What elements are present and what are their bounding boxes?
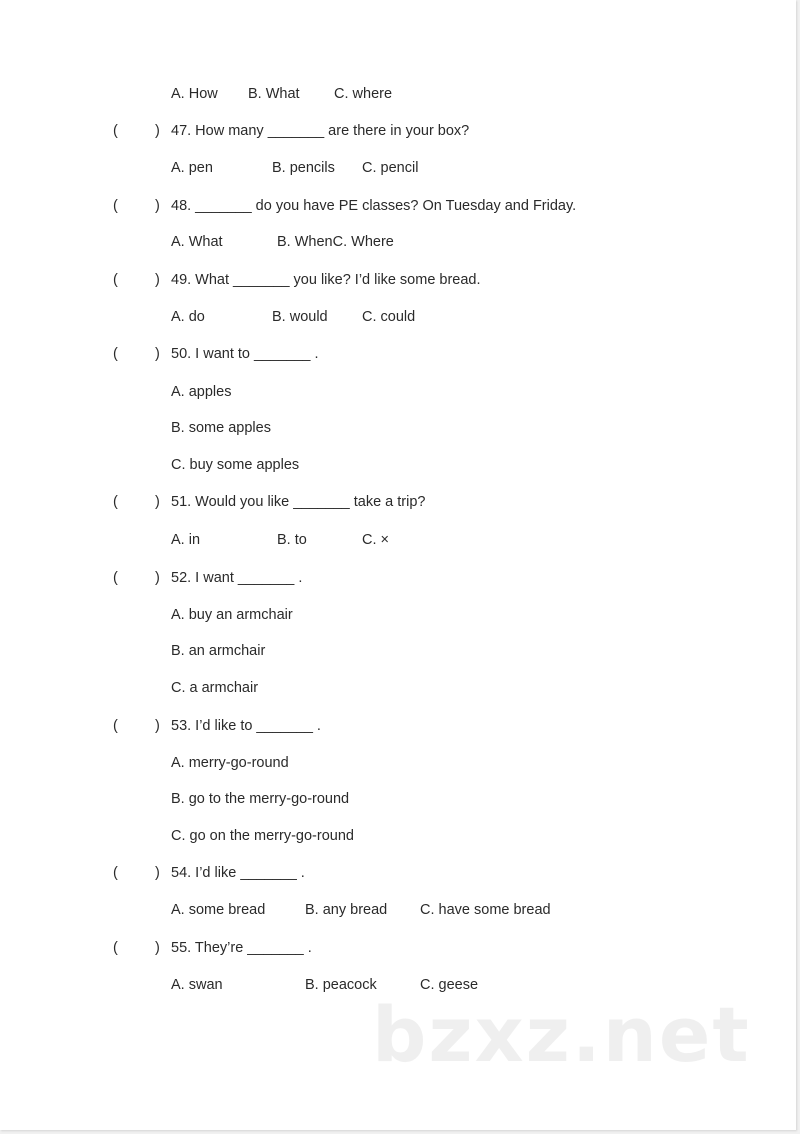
option-a: A. in — [171, 532, 201, 548]
answer-paren-close: ) — [155, 346, 160, 362]
answer-paren-close: ) — [155, 123, 160, 139]
answer-paren-open: ( — [113, 494, 118, 510]
option-a: A. pen — [171, 160, 213, 176]
option-b: B. pencils — [272, 160, 335, 176]
option-c: C. buy some apples — [171, 457, 300, 473]
option-c: C. where — [334, 86, 393, 102]
watermark-text: bzxz.net — [372, 990, 751, 1079]
question-text: 52. I want _______ . — [171, 570, 303, 586]
option-a: A. merry-go-round — [171, 755, 289, 771]
answer-paren-open: ( — [113, 865, 118, 881]
option-b: B. What — [248, 86, 300, 102]
answer-paren-close: ) — [155, 272, 160, 288]
question-text: 51. Would you like _______ take a trip? — [171, 494, 426, 510]
answer-paren-open: ( — [113, 570, 118, 586]
option-c: C. have some bread — [420, 902, 551, 918]
answer-paren-open: ( — [113, 718, 118, 734]
answer-paren-open: ( — [113, 123, 118, 139]
option-b: B. WhenC. Where — [277, 234, 394, 250]
option-b: B. some apples — [171, 420, 271, 436]
answer-paren-close: ) — [155, 198, 160, 214]
option-a: A. swan — [171, 977, 223, 993]
option-b: B. any bread — [305, 902, 388, 918]
answer-paren-close: ) — [155, 940, 160, 956]
answer-paren-open: ( — [113, 940, 118, 956]
question-text: 49. What _______ you like? I’d like some bread. — [171, 272, 481, 288]
answer-paren-close: ) — [155, 865, 160, 881]
option-a: A. How — [171, 86, 218, 102]
question-text: 55. They’re _______ . — [171, 940, 312, 956]
option-b: B. peacock — [305, 977, 377, 993]
option-c: C. a armchair — [171, 680, 259, 696]
option-c: C. × — [362, 532, 389, 548]
question-text: 47. How many _______ are there in your box? — [171, 123, 470, 139]
option-a: A. do — [171, 309, 205, 325]
option-a: A. some bread — [171, 902, 266, 918]
question-text: 50. I want to _______ . — [171, 346, 319, 362]
option-a: A. What — [171, 234, 223, 250]
option-c: C. could — [362, 309, 416, 325]
question-text: 54. I’d like _______ . — [171, 865, 305, 881]
option-c: C. pencil — [362, 160, 419, 176]
option-a: A. buy an armchair — [171, 607, 293, 623]
option-c: C. go on the merry-go-round — [171, 828, 354, 844]
question-text: 48. _______ do you have PE classes? On Tuesday and Friday. — [171, 198, 577, 214]
answer-paren-close: ) — [155, 718, 160, 734]
option-a: A. apples — [171, 384, 232, 400]
option-b: B. to — [277, 532, 307, 548]
answer-paren-close: ) — [155, 494, 160, 510]
answer-paren-close: ) — [155, 570, 160, 586]
answer-paren-open: ( — [113, 272, 118, 288]
question-text: 53. I’d like to _______ . — [171, 718, 321, 734]
answer-paren-open: ( — [113, 346, 118, 362]
option-b: B. would — [272, 309, 328, 325]
option-b: B. go to the merry-go-round — [171, 791, 350, 807]
option-c: C. geese — [420, 977, 479, 993]
answer-paren-open: ( — [113, 198, 118, 214]
option-b: B. an armchair — [171, 643, 266, 659]
